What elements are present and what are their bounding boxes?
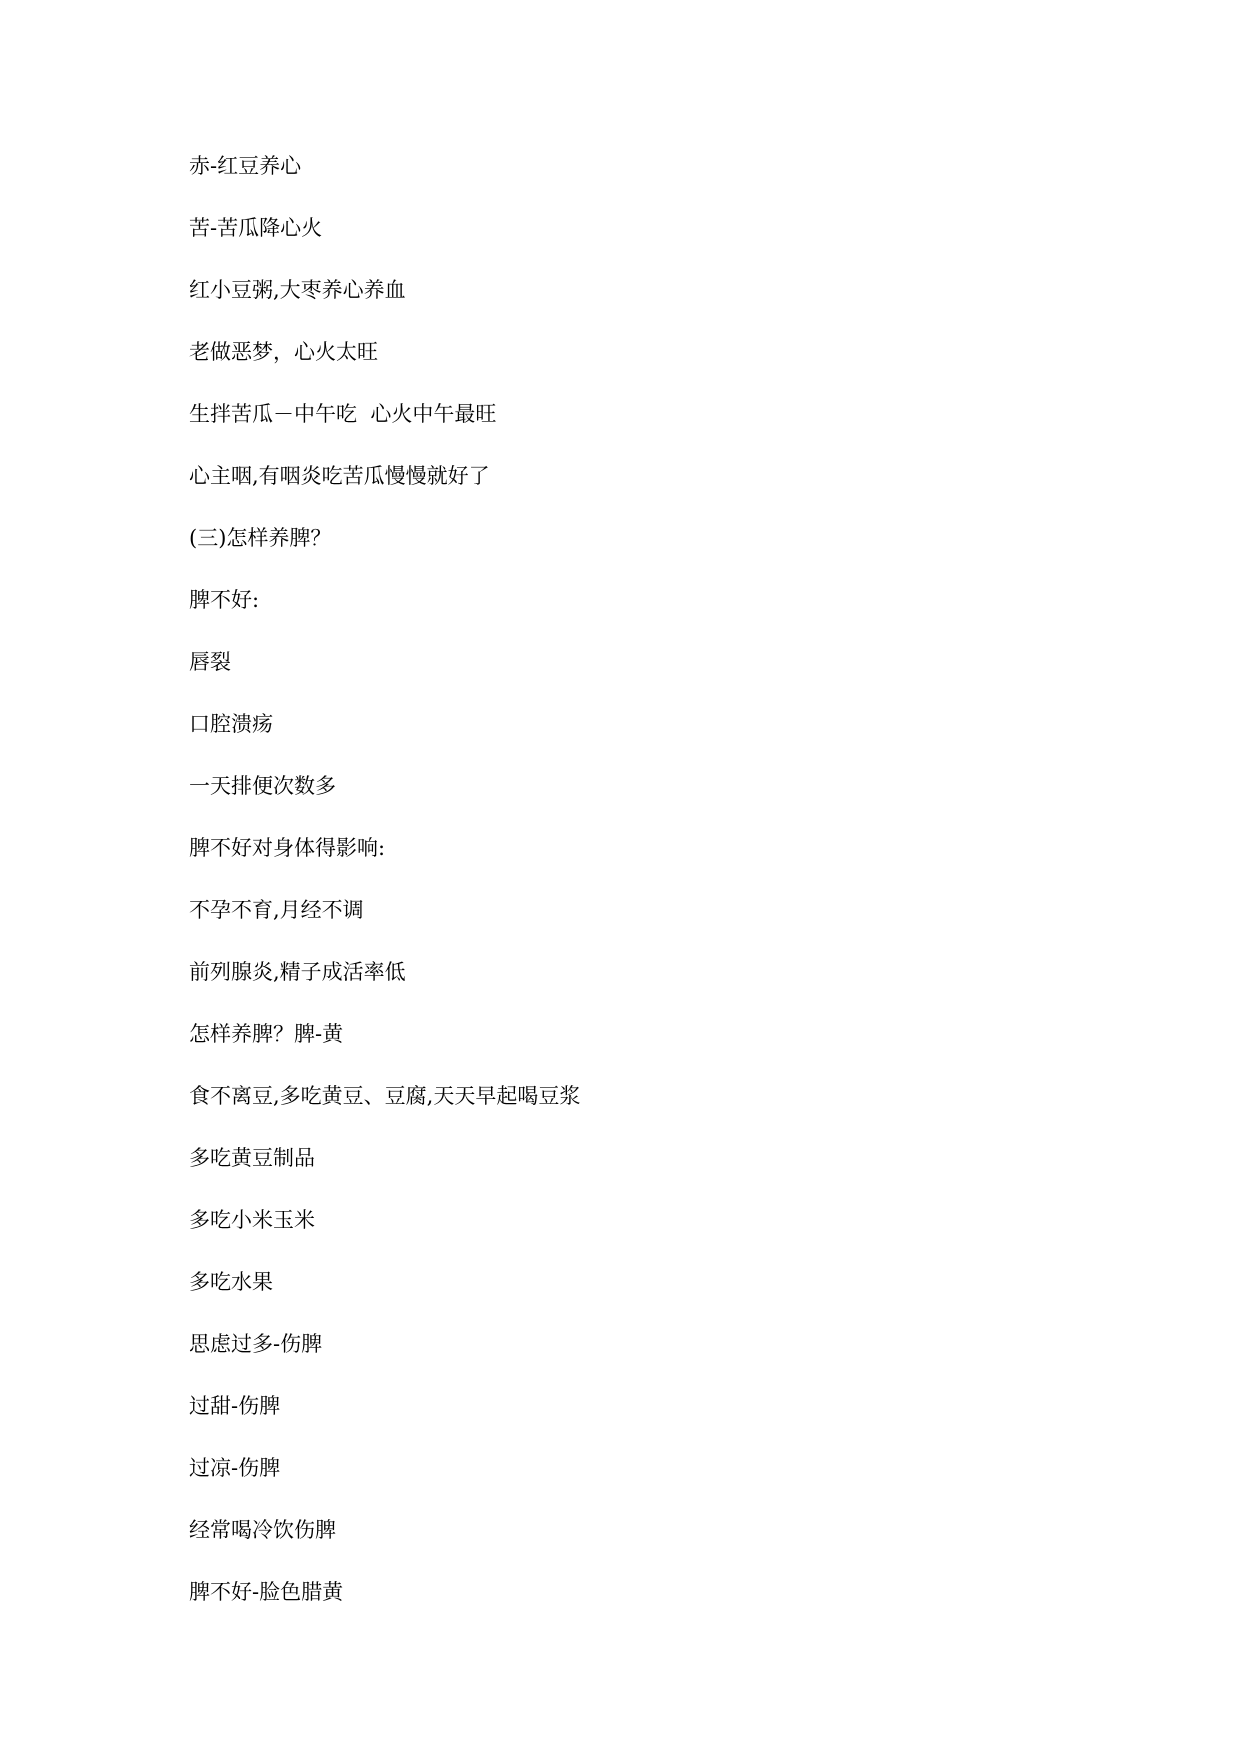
- text-line: 不孕不育,月经不调: [189, 898, 364, 922]
- text-line: 过凉-伤脾: [189, 1456, 281, 1480]
- text-line: 口腔溃疡: [189, 712, 273, 736]
- text-line: 思虑过多-伤脾: [189, 1332, 323, 1356]
- text-line: 脾不好-脸色腊黄: [189, 1580, 344, 1604]
- text-line: 多吃水果: [189, 1270, 273, 1294]
- text-line: 红小豆粥,大枣养心养血: [189, 278, 406, 302]
- text-line: 生拌苦瓜－中午吃 心火中午最旺: [189, 402, 497, 426]
- text-line: 多吃黄豆制品: [189, 1146, 315, 1170]
- text-line: 怎样养脾？脾-黄: [189, 1022, 344, 1046]
- text-line: 前列腺炎,精子成活率低: [189, 960, 406, 984]
- text-line: 苦-苦瓜降心火: [189, 216, 323, 240]
- text-line: 经常喝冷饮伤脾: [189, 1518, 336, 1542]
- text-line: 脾不好对身体得影响:: [189, 836, 386, 860]
- text-line: 一天排便次数多: [189, 774, 336, 798]
- document-body: [189, 152, 1089, 1640]
- text-line: 老做恶梦，心火太旺: [189, 340, 378, 364]
- text-line: 唇裂: [189, 650, 231, 674]
- text-line: 心主咽,有咽炎吃苦瓜慢慢就好了: [189, 464, 490, 488]
- text-line: 食不离豆,多吃黄豆、豆腐,天天早起喝豆浆: [189, 1084, 581, 1108]
- section-heading: (三)怎样养脾？: [189, 526, 332, 550]
- text-line: 脾不好:: [189, 588, 260, 612]
- text-line: 多吃小米玉米: [189, 1208, 315, 1232]
- text-line: 过甜-伤脾: [189, 1394, 281, 1418]
- text-line: 赤-红豆养心: [189, 154, 302, 178]
